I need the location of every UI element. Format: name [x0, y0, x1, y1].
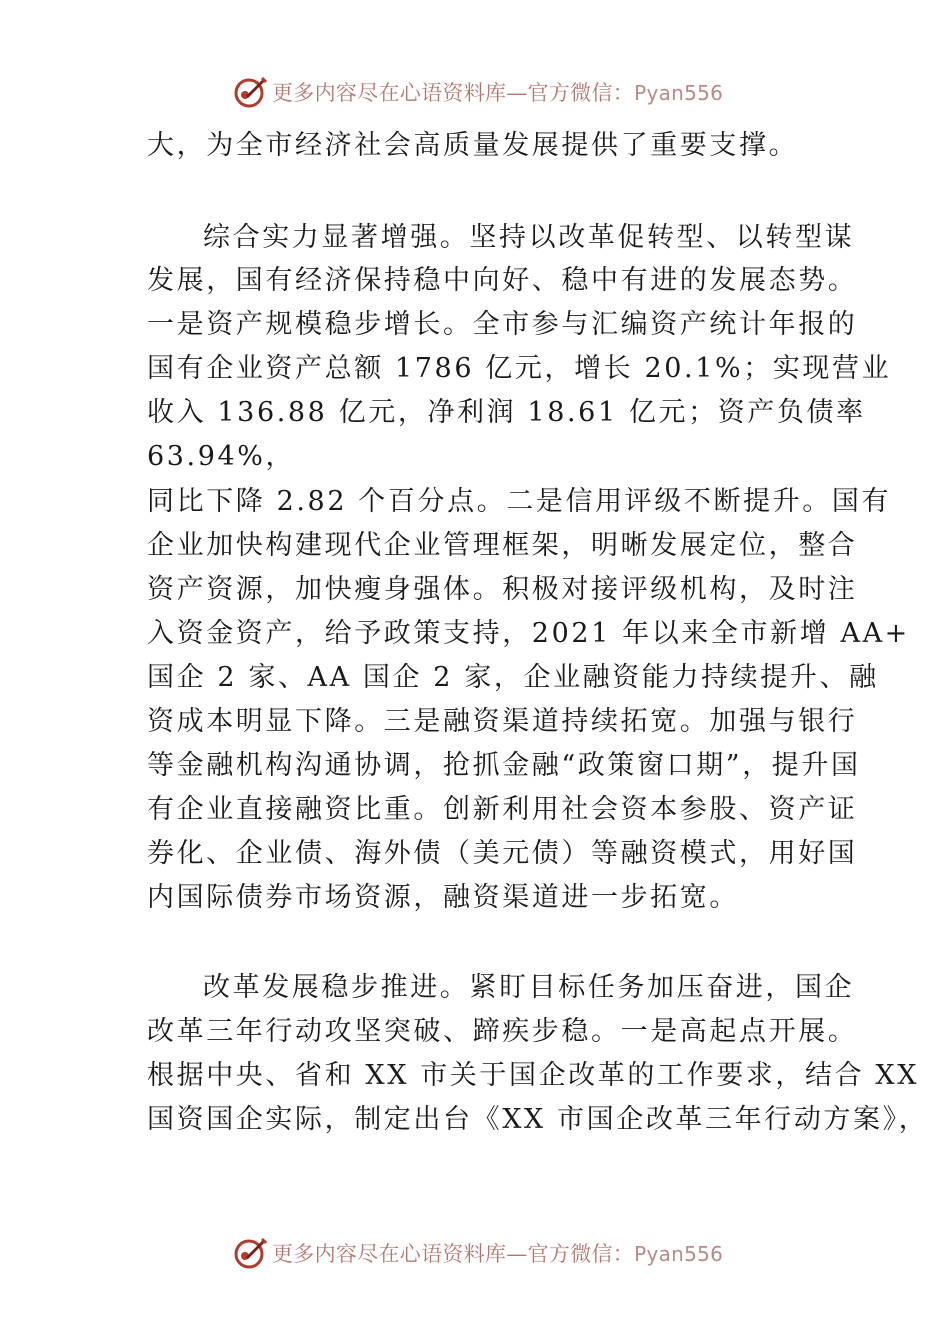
- paragraph-start-line: 综合实力显著增强。坚持以改革促转型、以转型谋: [203, 222, 855, 253]
- text-line: 国有企业资产总额 1786 亿元，增长 20.1%；实现营业: [147, 353, 892, 384]
- text-line: 大，为全市经济社会高质量发展提供了重要支撑。: [147, 130, 799, 161]
- text-line: 根据中央、省和 XX 市关于国企改革的工作要求，结合 XX: [147, 1060, 920, 1091]
- text-line: 一是资产规模稳步增长。全市参与汇编资产统计年报的: [147, 309, 858, 340]
- text-line: 入资金资产，给予政策支持，2021 年以来全市新增 AA+: [147, 618, 910, 649]
- text-line: 资产资源，加快瘦身强体。积极对接评级机构，及时注: [147, 574, 858, 605]
- pen-logo-icon: [232, 1235, 268, 1271]
- text-line: 收入 136.88 亿元，净利润 18.61 亿元；资产负债率: [147, 397, 866, 428]
- text-line: 有企业直接融资比重。创新利用社会资本参股、资产证: [147, 794, 858, 825]
- banner-text: 更多内容尽在心语资料库—官方微信：Pyan556: [272, 81, 724, 105]
- text-line: 国企 2 家、AA 国企 2 家，企业融资能力持续提升、融: [147, 662, 879, 693]
- text-line: 券化、企业债、海外债（美元债）等融资模式，用好国: [147, 838, 858, 869]
- text-line: 国资国企实际，制定出台《XX 市国企改革三年行动方案》，: [147, 1104, 929, 1135]
- header-banner: [232, 72, 723, 112]
- text-line: 资成本明显下降。三是融资渠道持续拓宽。加强与银行: [147, 706, 858, 737]
- text-line: 发展，国有经济保持稳中向好、稳中有进的发展态势。: [147, 265, 858, 296]
- text-line: 内国际债券市场资源，融资渠道进一步拓宽。: [147, 882, 739, 913]
- text-line: 改革三年行动攻坚突破、蹄疾步稳。一是高起点开展。: [147, 1016, 858, 1047]
- text-line: 企业加快构建现代企业管理框架，明晰发展定位，整合: [147, 530, 858, 561]
- pen-logo-icon: [232, 74, 268, 110]
- text-line: 63.94%，: [147, 441, 296, 472]
- text-line: 同比下降 2.82 个百分点。二是信用评级不断提升。国有: [147, 486, 892, 517]
- banner-text: 更多内容尽在心语资料库—官方微信：Pyan556: [272, 1242, 724, 1266]
- text-line: 等金融机构沟通协调，抢抓金融“政策窗口期”，提升国: [147, 750, 861, 781]
- footer-banner: [232, 1233, 723, 1273]
- paragraph-start-line: 改革发展稳步推进。紧盯目标任务加压奋进，国企: [203, 972, 855, 1003]
